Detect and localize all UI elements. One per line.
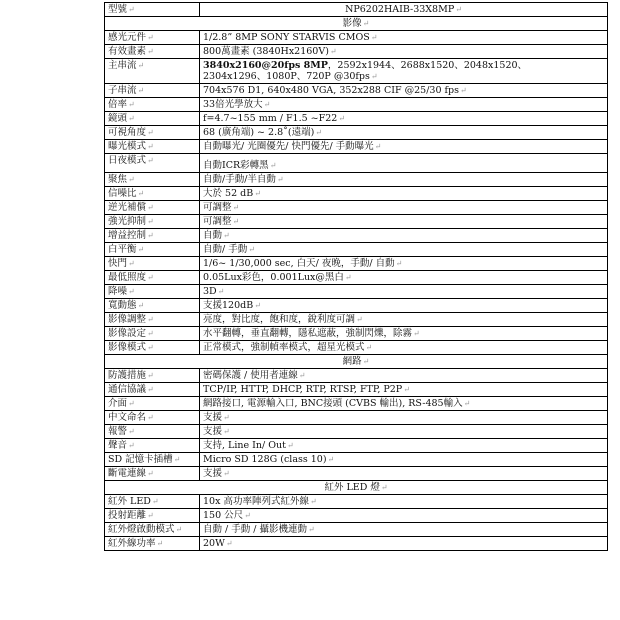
spec-value bbox=[200, 31, 608, 45]
spec-label bbox=[105, 140, 200, 154]
spec-value bbox=[200, 112, 608, 126]
spec-value-text: 自動ICR彩轉黑 bbox=[203, 160, 269, 171]
spec-label bbox=[105, 271, 200, 285]
spec-label-text: 寬動態 bbox=[108, 300, 137, 311]
spec-value bbox=[200, 201, 608, 215]
spec-value-text: 支援 bbox=[203, 412, 223, 423]
spec-value-text: 可調整 bbox=[203, 202, 232, 213]
paragraph-mark-icon: ↵ bbox=[128, 441, 135, 450]
paragraph-mark-icon: ↵ bbox=[137, 245, 145, 254]
spec-row bbox=[105, 98, 608, 112]
spec-label-text: SD 記憶卡插槽 bbox=[108, 454, 173, 465]
paragraph-mark-icon: ↵ bbox=[147, 231, 154, 240]
paragraph-mark-icon: ↵ bbox=[276, 175, 284, 184]
spec-value bbox=[200, 537, 608, 551]
spec-label-text: 紅外燈啟動模式 bbox=[108, 524, 175, 535]
spec-row bbox=[105, 327, 608, 341]
spec-value bbox=[200, 397, 608, 411]
spec-row bbox=[105, 229, 608, 243]
spec-label-text: 降噪 bbox=[108, 286, 128, 297]
spec-row bbox=[105, 509, 608, 523]
spec-label-text: 曝光模式 bbox=[108, 141, 147, 152]
spec-label bbox=[105, 495, 200, 509]
spec-label-text: 倍率 bbox=[108, 99, 128, 110]
paragraph-mark-icon: ↵ bbox=[338, 114, 346, 123]
spec-label bbox=[105, 187, 200, 201]
spec-label bbox=[105, 369, 200, 383]
paragraph-mark-icon: ↵ bbox=[413, 329, 420, 338]
spec-value-text: 自動曝光/ 光圈優先/ 快門優先/ 手動曝光 bbox=[203, 141, 374, 152]
paragraph-mark-icon: ↵ bbox=[128, 175, 135, 184]
spec-value-text: 網路接口, 電源輸入口, BNC接頭 (CVBS 輸出), RS-485輸入 bbox=[203, 398, 463, 409]
spec-label-text: 型號 bbox=[108, 4, 128, 15]
paragraph-mark-icon: ↵ bbox=[223, 469, 230, 478]
paragraph-mark-icon: ↵ bbox=[128, 5, 135, 14]
spec-value bbox=[200, 411, 608, 425]
paragraph-mark-icon: ↵ bbox=[147, 203, 154, 212]
paragraph-mark-icon: ↵ bbox=[223, 413, 230, 422]
spec-value-text: 33倍光學放大 bbox=[203, 99, 263, 110]
spec-row bbox=[105, 537, 608, 551]
spec-value-text: 20W bbox=[203, 538, 225, 549]
spec-label-text: 影像模式 bbox=[108, 342, 147, 353]
paragraph-mark-icon: ↵ bbox=[327, 455, 335, 464]
paragraph-mark-icon: ↵ bbox=[137, 61, 145, 70]
spec-row bbox=[105, 271, 608, 285]
section-title-text: 紅外 LED 燈 bbox=[324, 482, 380, 493]
spec-label bbox=[105, 201, 200, 215]
spec-label-text: 強光抑制 bbox=[108, 216, 147, 227]
paragraph-mark-icon: ↵ bbox=[344, 273, 352, 282]
paragraph-mark-icon: ↵ bbox=[380, 483, 388, 492]
paragraph-mark-icon: ↵ bbox=[173, 455, 181, 464]
spec-row bbox=[105, 31, 608, 45]
spec-value bbox=[200, 98, 608, 112]
paragraph-mark-icon: ↵ bbox=[254, 301, 261, 310]
spec-value bbox=[200, 173, 608, 187]
spec-label bbox=[105, 154, 200, 173]
spec-label-text: 紅外 LED bbox=[108, 496, 151, 507]
spec-row bbox=[105, 495, 608, 509]
spec-row bbox=[105, 425, 608, 439]
spec-body bbox=[105, 3, 608, 551]
spec-value bbox=[200, 243, 608, 257]
paragraph-mark-icon: ↵ bbox=[298, 371, 306, 380]
spec-row bbox=[105, 411, 608, 425]
spec-label-text: 紅外線功率 bbox=[108, 538, 156, 549]
spec-row bbox=[105, 45, 608, 59]
spec-value bbox=[200, 383, 608, 397]
spec-row bbox=[105, 453, 608, 467]
spec-label-text: 中文命名 bbox=[108, 412, 147, 423]
spec-value-text: 1/2.8” 8MP SONY STARVIS CMOS bbox=[203, 32, 370, 43]
spec-label bbox=[105, 126, 200, 140]
spec-label bbox=[105, 439, 200, 453]
spec-label bbox=[105, 3, 200, 17]
spec-row bbox=[105, 439, 608, 453]
spec-value-text: 自動/ 手動 bbox=[203, 244, 248, 255]
spec-row bbox=[105, 467, 608, 481]
spec-label-text: 逆光補償 bbox=[108, 202, 147, 213]
spec-row bbox=[105, 313, 608, 327]
spec-value-text: 支援 bbox=[203, 426, 223, 437]
paragraph-mark-icon: ↵ bbox=[137, 189, 145, 198]
spec-value bbox=[200, 495, 608, 509]
spec-label-text: 可視角度 bbox=[108, 127, 147, 138]
spec-row bbox=[105, 140, 608, 154]
spec-label-text: 感光元件 bbox=[108, 32, 147, 43]
spec-label bbox=[105, 425, 200, 439]
paragraph-mark-icon: ↵ bbox=[175, 525, 183, 534]
section-row bbox=[105, 355, 608, 369]
paragraph-mark-icon: ↵ bbox=[151, 497, 159, 506]
paragraph-mark-icon: ↵ bbox=[147, 128, 154, 137]
spec-label bbox=[105, 397, 200, 411]
paragraph-mark-icon: ↵ bbox=[147, 315, 154, 324]
paragraph-mark-icon: ↵ bbox=[362, 19, 370, 28]
spec-value bbox=[200, 59, 608, 84]
spec-label bbox=[105, 327, 200, 341]
spec-label bbox=[105, 341, 200, 355]
paragraph-mark-icon: ↵ bbox=[248, 245, 255, 254]
spec-value bbox=[200, 327, 608, 341]
spec-label-text: 子串流 bbox=[108, 85, 137, 96]
spec-row bbox=[105, 397, 608, 411]
spec-value-text: 0.05Lux彩色，0.001Lux@黑白 bbox=[203, 272, 344, 283]
paragraph-mark-icon: ↵ bbox=[147, 33, 154, 42]
spec-value-text: 800萬畫素 (3840Hx2160V) bbox=[203, 46, 329, 57]
spec-value-text: 自動 bbox=[203, 230, 223, 241]
spec-value bbox=[200, 187, 608, 201]
spec-value-text: NP6202HAIB-33X8MP bbox=[345, 4, 455, 15]
spec-row bbox=[105, 341, 608, 355]
paragraph-mark-icon: ↵ bbox=[147, 469, 154, 478]
section-title bbox=[105, 355, 608, 369]
paragraph-mark-icon: ↵ bbox=[147, 329, 154, 338]
paragraph-mark-icon: ↵ bbox=[232, 217, 240, 226]
spec-label bbox=[105, 45, 200, 59]
paragraph-mark-icon: ↵ bbox=[395, 259, 403, 268]
spec-value bbox=[200, 229, 608, 243]
paragraph-mark-icon: ↵ bbox=[403, 385, 410, 394]
spec-value bbox=[200, 467, 608, 481]
spec-value-text: TCP/IP, HTTP, DHCP, RTP, RTSP, FTP, P2P bbox=[203, 384, 403, 395]
spec-value-text: 可調整 bbox=[203, 216, 232, 227]
section-title bbox=[105, 481, 608, 495]
spec-row bbox=[105, 173, 608, 187]
spec-label-text: 影像設定 bbox=[108, 328, 147, 339]
spec-value-text: 支援 bbox=[203, 468, 223, 479]
spec-value-text: f=4.7~155 mm / F1.5 ~F22 bbox=[203, 113, 338, 124]
spec-row bbox=[105, 3, 608, 17]
paragraph-mark-icon: ↵ bbox=[225, 539, 233, 548]
spec-value bbox=[200, 341, 608, 355]
paragraph-mark-icon: ↵ bbox=[147, 217, 154, 226]
spec-value bbox=[200, 509, 608, 523]
spec-row bbox=[105, 59, 608, 84]
spec-label bbox=[105, 537, 200, 551]
spec-value bbox=[200, 215, 608, 229]
paragraph-mark-icon: ↵ bbox=[147, 343, 154, 352]
paragraph-mark-icon: ↵ bbox=[362, 357, 370, 366]
spec-value-text: 水平翻轉，垂直翻轉，隱私遮蔽，強制閃爍，除霧 bbox=[203, 328, 413, 339]
paragraph-mark-icon: ↵ bbox=[463, 399, 471, 408]
spec-label-text: 投射距離 bbox=[108, 510, 147, 521]
paragraph-mark-icon: ↵ bbox=[128, 100, 135, 109]
spec-row bbox=[105, 126, 608, 140]
paragraph-mark-icon: ↵ bbox=[244, 511, 251, 520]
paragraph-mark-icon: ↵ bbox=[128, 427, 135, 436]
spec-value-text: 支持, Line In/ Out bbox=[203, 440, 286, 451]
spec-label bbox=[105, 411, 200, 425]
spec-value-text: 150 公尺 bbox=[203, 510, 244, 521]
spec-row bbox=[105, 369, 608, 383]
paragraph-mark-icon: ↵ bbox=[286, 441, 294, 450]
spec-label-text: 增益控制 bbox=[108, 230, 147, 241]
spec-label bbox=[105, 112, 200, 126]
spec-label-text: 白平衡 bbox=[108, 244, 137, 255]
spec-label-text: 通信協議 bbox=[108, 384, 147, 395]
section-row bbox=[105, 481, 608, 495]
spec-value-text: 正常模式，強制幀率模式，超星光模式 bbox=[203, 342, 365, 353]
spec-label bbox=[105, 383, 200, 397]
spec-row bbox=[105, 523, 608, 537]
spec-value bbox=[200, 439, 608, 453]
spec-row bbox=[105, 201, 608, 215]
spec-value-text: 1/6~ 1/30,000 sec, 白天/ 夜晚，手動/ 自動 bbox=[203, 258, 395, 269]
spec-label-text: 日夜模式 bbox=[108, 155, 147, 166]
paragraph-mark-icon: ↵ bbox=[128, 287, 135, 296]
spec-value-text: 68 (廣角端) ~ 2.8˚(遠端) bbox=[203, 127, 315, 138]
spec-label bbox=[105, 285, 200, 299]
spec-row bbox=[105, 257, 608, 271]
paragraph-mark-icon: ↵ bbox=[254, 189, 261, 198]
spec-label-text: 報警 bbox=[108, 426, 128, 437]
paragraph-mark-icon: ↵ bbox=[217, 287, 225, 296]
paragraph-mark-icon: ↵ bbox=[147, 156, 154, 165]
paragraph-mark-icon: ↵ bbox=[370, 33, 378, 42]
spec-value bbox=[200, 257, 608, 271]
paragraph-mark-icon: ↵ bbox=[128, 259, 135, 268]
spec-label-text: 介面 bbox=[108, 398, 128, 409]
spec-label-text: 斷電連線 bbox=[108, 468, 147, 479]
spec-value bbox=[200, 369, 608, 383]
spec-row bbox=[105, 285, 608, 299]
spec-table bbox=[104, 2, 608, 551]
spec-label bbox=[105, 31, 200, 45]
spec-label bbox=[105, 98, 200, 112]
paragraph-mark-icon: ↵ bbox=[263, 100, 271, 109]
spec-label bbox=[105, 257, 200, 271]
paragraph-mark-icon: ↵ bbox=[147, 273, 154, 282]
paragraph-mark-icon: ↵ bbox=[147, 385, 154, 394]
spec-label-text: 有效畫素 bbox=[108, 46, 147, 57]
paragraph-mark-icon: ↵ bbox=[309, 497, 317, 506]
spec-value-text: 10x 高功率陣列式紅外線 bbox=[203, 496, 309, 507]
spec-value bbox=[200, 126, 608, 140]
paragraph-mark-icon: ↵ bbox=[147, 371, 154, 380]
paragraph-mark-icon: ↵ bbox=[356, 315, 363, 324]
spec-label bbox=[105, 173, 200, 187]
paragraph-mark-icon: ↵ bbox=[223, 231, 230, 240]
spec-row bbox=[105, 243, 608, 257]
spec-label-text: 快門 bbox=[108, 258, 128, 269]
spec-label bbox=[105, 215, 200, 229]
spec-row bbox=[105, 154, 608, 173]
spec-value-text: ，2592x1944、2688x1520、2048x1520、 bbox=[327, 60, 528, 71]
spec-value-text: 自動/手動/半自動 bbox=[203, 174, 276, 185]
paragraph-mark-icon: ↵ bbox=[459, 86, 467, 95]
section-row bbox=[105, 17, 608, 31]
spec-label-text: 影像調整 bbox=[108, 314, 147, 325]
paragraph-mark-icon: ↵ bbox=[147, 413, 154, 422]
spec-value-text: 支援120dB bbox=[203, 300, 254, 311]
paragraph-mark-icon: ↵ bbox=[329, 47, 337, 56]
paragraph-mark-icon: ↵ bbox=[156, 539, 164, 548]
spec-row bbox=[105, 299, 608, 313]
paragraph-mark-icon: ↵ bbox=[147, 142, 154, 151]
paragraph-mark-icon: ↵ bbox=[307, 525, 315, 534]
spec-value bbox=[200, 84, 608, 98]
spec-label bbox=[105, 59, 200, 84]
spec-label bbox=[105, 509, 200, 523]
spec-value bbox=[200, 271, 608, 285]
spec-value-text: 3D bbox=[203, 286, 217, 297]
spec-value bbox=[200, 453, 608, 467]
spec-value-text: 亮度，對比度，飽和度，銳利度可調 bbox=[203, 314, 356, 325]
paragraph-mark-icon: ↵ bbox=[365, 343, 373, 352]
spec-value bbox=[200, 140, 608, 154]
paragraph-mark-icon: ↵ bbox=[269, 161, 277, 170]
paragraph-mark-icon: ↵ bbox=[223, 427, 230, 436]
paragraph-mark-icon: ↵ bbox=[147, 47, 154, 56]
spec-label-text: 防護措施 bbox=[108, 370, 147, 381]
spec-row bbox=[105, 187, 608, 201]
paragraph-mark-icon: ↵ bbox=[137, 301, 145, 310]
paragraph-mark-icon: ↵ bbox=[370, 72, 378, 81]
paragraph-mark-icon: ↵ bbox=[374, 142, 382, 151]
spec-label-text: 聚焦 bbox=[108, 174, 128, 185]
spec-label bbox=[105, 84, 200, 98]
spec-value-text: 密碼保護 / 使用者連線 bbox=[203, 370, 298, 381]
spec-value bbox=[200, 425, 608, 439]
spec-label-text: 最低照度 bbox=[108, 272, 147, 283]
spec-label-text: 主串流 bbox=[108, 60, 137, 71]
spec-value bbox=[200, 3, 608, 17]
spec-value bbox=[200, 285, 608, 299]
paragraph-mark-icon: ↵ bbox=[315, 128, 322, 137]
paragraph-mark-icon: ↵ bbox=[455, 5, 462, 14]
spec-row bbox=[105, 112, 608, 126]
spec-value bbox=[200, 313, 608, 327]
spec-value bbox=[200, 154, 608, 173]
section-title-text: 網路 bbox=[342, 356, 362, 367]
spec-value-text: 704x576 D1, 640x480 VGA, 352x288 CIF @25/30 fps bbox=[203, 85, 459, 96]
spec-label-text: 信噪比 bbox=[108, 188, 137, 199]
spec-value-text: 自動 / 手動 / 攝影機連動 bbox=[203, 524, 307, 535]
spec-label bbox=[105, 313, 200, 327]
spec-value-bold: 3840x2160@20fps 8MP bbox=[203, 60, 328, 71]
spec-label bbox=[105, 467, 200, 481]
spec-label bbox=[105, 299, 200, 313]
paragraph-mark-icon: ↵ bbox=[128, 114, 135, 123]
spec-value bbox=[200, 523, 608, 537]
spec-label bbox=[105, 523, 200, 537]
spec-label bbox=[105, 453, 200, 467]
spec-value bbox=[200, 45, 608, 59]
paragraph-mark-icon: ↵ bbox=[128, 399, 135, 408]
spec-label-text: 聲音 bbox=[108, 440, 128, 451]
spec-label bbox=[105, 229, 200, 243]
spec-label-text: 鏡頭 bbox=[108, 113, 128, 124]
spec-row bbox=[105, 215, 608, 229]
spec-value-text: 大於 52 dB bbox=[203, 188, 254, 199]
spec-row bbox=[105, 383, 608, 397]
section-title-text: 影像 bbox=[342, 18, 362, 29]
paragraph-mark-icon: ↵ bbox=[147, 511, 154, 520]
spec-label bbox=[105, 243, 200, 257]
spec-value bbox=[200, 299, 608, 313]
paragraph-mark-icon: ↵ bbox=[232, 203, 240, 212]
section-title bbox=[105, 17, 608, 31]
spec-value-text-line2: 2304x1296、1080P、720P @30fps bbox=[203, 71, 370, 82]
paragraph-mark-icon: ↵ bbox=[137, 86, 145, 95]
spec-row bbox=[105, 84, 608, 98]
spec-value-text: Micro SD 128G (class 10) bbox=[203, 454, 327, 465]
